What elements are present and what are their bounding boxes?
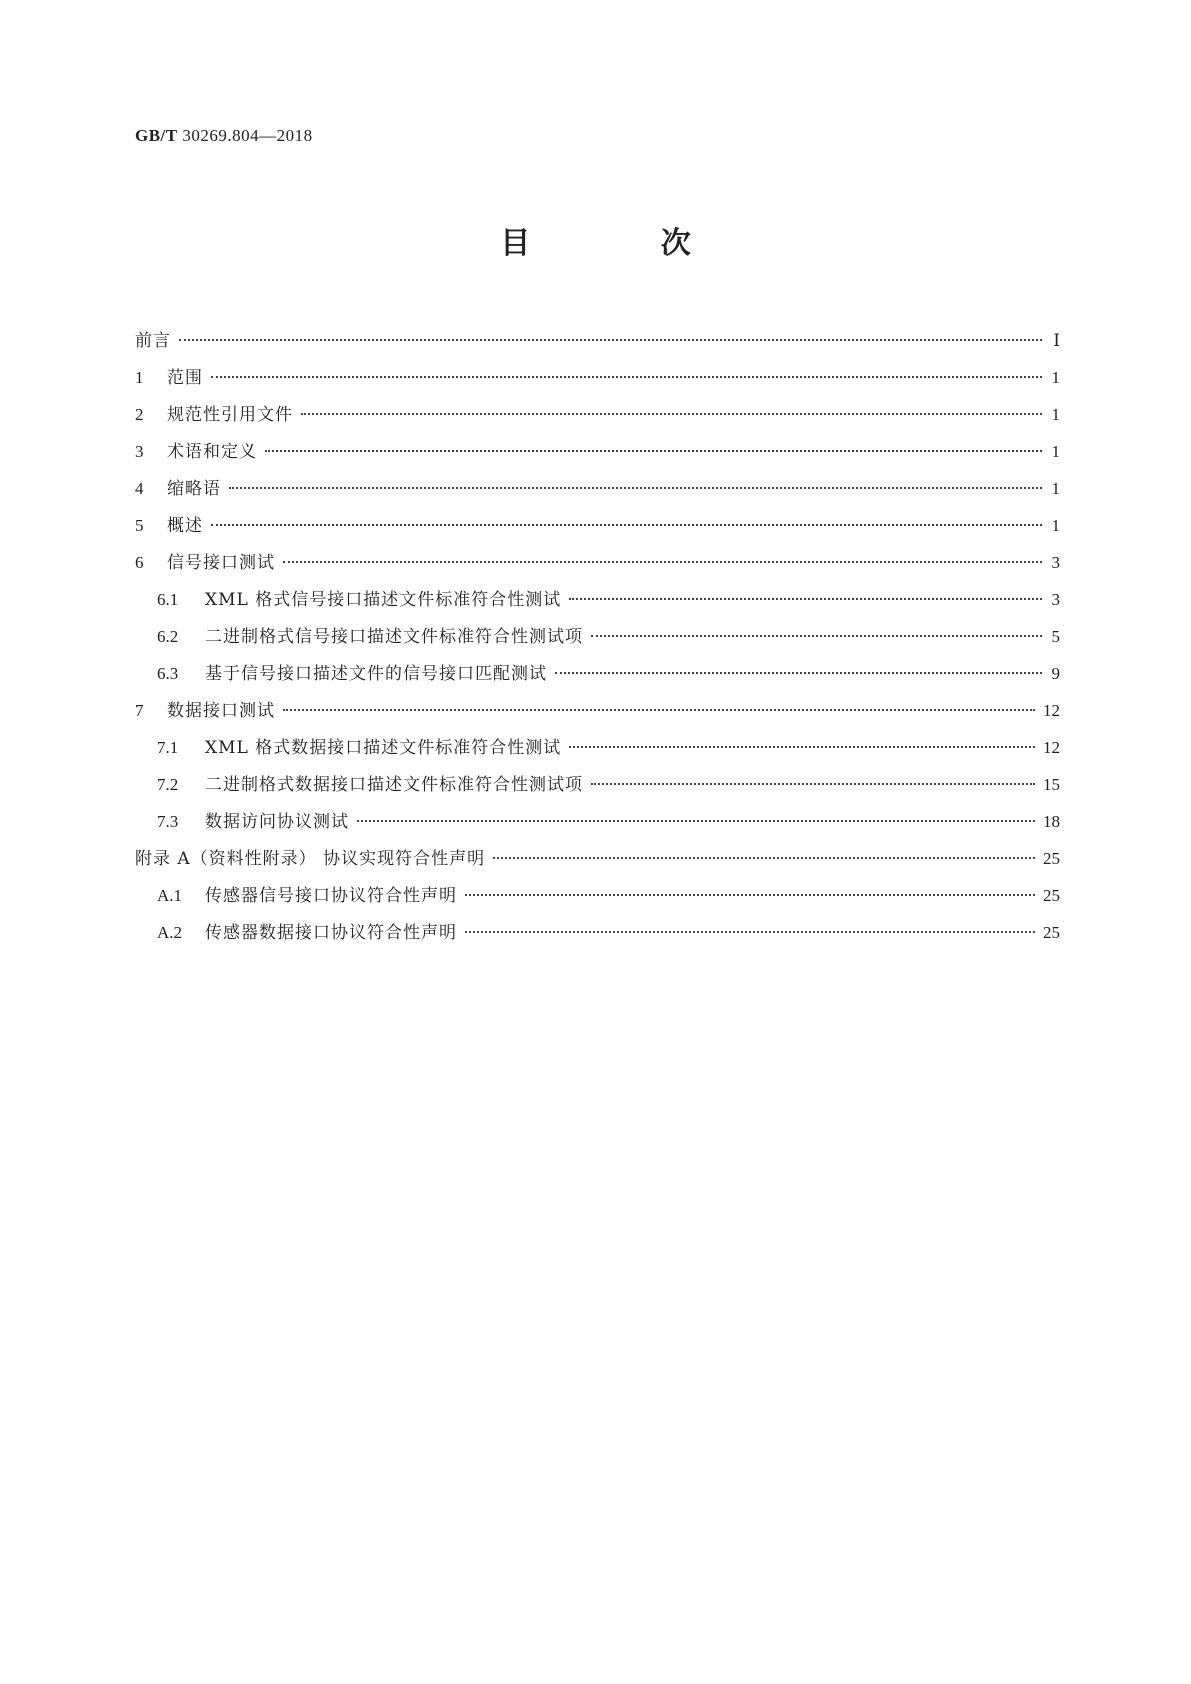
- document-code: [135, 126, 313, 146]
- toc-entry[interactable]: [135, 544, 1060, 581]
- toc-dot-leader: [555, 672, 1042, 674]
- toc-entry[interactable]: [135, 729, 1060, 766]
- toc-entry[interactable]: [135, 803, 1060, 840]
- toc-entry-number: 7.3: [157, 812, 179, 831]
- toc-entry-title: 数据访问协议测试: [205, 812, 349, 832]
- toc-dot-leader: [357, 820, 1035, 822]
- table-of-contents: [135, 322, 1060, 951]
- toc-entry-page: 15: [1043, 775, 1060, 794]
- toc-dot-leader: [211, 524, 1042, 526]
- toc-entry-title: 信号接口测试: [167, 553, 275, 573]
- toc-entry[interactable]: [135, 766, 1060, 803]
- toc-dot-leader: [211, 376, 1042, 378]
- toc-entry-number: 6.1: [157, 590, 179, 609]
- toc-entry-title: 前言: [135, 331, 171, 351]
- toc-entry-number: 6: [135, 553, 144, 572]
- toc-dot-leader: [569, 598, 1042, 600]
- toc-entry-title: 概述: [167, 516, 203, 536]
- toc-entry-page: 3: [1051, 590, 1060, 609]
- toc-entry-page: 1: [1051, 405, 1060, 424]
- toc-entry-page: 12: [1043, 701, 1060, 720]
- toc-entry-page: 25: [1043, 886, 1060, 905]
- toc-dot-leader: [569, 746, 1035, 748]
- toc-entry-number: 3: [135, 442, 144, 461]
- toc-entry-number: A.2: [157, 923, 183, 942]
- toc-entry-title: 传感器数据接口协议符合性声明: [205, 923, 457, 943]
- toc-entry-title: 数据接口测试: [167, 701, 275, 721]
- toc-entry-title: XML 格式数据接口描述文件标准符合性测试: [205, 738, 562, 758]
- toc-dot-leader: [465, 931, 1035, 933]
- toc-entry[interactable]: [135, 396, 1060, 433]
- toc-entry[interactable]: [135, 507, 1060, 544]
- toc-entry-title: 附录 A（资料性附录） 协议实现符合性声明: [135, 849, 486, 869]
- toc-entry-title: 二进制格式信号接口描述文件标准符合性测试项: [205, 627, 583, 647]
- toc-entry-page: 3: [1051, 553, 1060, 572]
- toc-entry-page: 12: [1043, 738, 1060, 757]
- toc-dot-leader: [465, 894, 1035, 896]
- document-code-prefix: GB/T: [135, 126, 178, 145]
- toc-entry-number: 4: [135, 479, 144, 498]
- toc-dot-leader: [283, 561, 1042, 563]
- toc-dot-leader: [301, 413, 1042, 415]
- toc-entry-page: Ⅰ: [1053, 331, 1060, 350]
- toc-dot-leader: [265, 450, 1042, 452]
- toc-entry-page: 1: [1051, 442, 1060, 461]
- toc-dot-leader: [591, 783, 1035, 785]
- toc-entry[interactable]: [135, 655, 1060, 692]
- toc-entry[interactable]: [135, 322, 1060, 359]
- toc-entry-number: 5: [135, 516, 144, 535]
- toc-entry-title: 基于信号接口描述文件的信号接口匹配测试: [205, 664, 547, 684]
- toc-entry-page: 18: [1043, 812, 1060, 831]
- toc-entry-title: 术语和定义: [167, 442, 257, 462]
- toc-entry[interactable]: [135, 581, 1060, 618]
- toc-entry[interactable]: [135, 877, 1060, 914]
- toc-entry[interactable]: [135, 359, 1060, 396]
- toc-entry[interactable]: [135, 433, 1060, 470]
- toc-dot-leader: [591, 635, 1042, 637]
- toc-entry[interactable]: [135, 618, 1060, 655]
- toc-entry-page: 1: [1051, 479, 1060, 498]
- toc-dot-leader: [179, 339, 1042, 341]
- toc-entry-number: 2: [135, 405, 144, 424]
- toc-entry-number: 7.1: [157, 738, 179, 757]
- toc-entry-page: 5: [1051, 627, 1060, 646]
- toc-entry-title: XML 格式信号接口描述文件标准符合性测试: [205, 590, 562, 610]
- toc-dot-leader: [493, 857, 1035, 859]
- toc-entry[interactable]: [135, 840, 1060, 877]
- toc-entry-title: 缩略语: [167, 479, 221, 499]
- toc-dot-leader: [229, 487, 1042, 489]
- toc-entry-number: 1: [135, 368, 144, 387]
- toc-entry-title: 范围: [167, 368, 203, 388]
- toc-entry-number: 6.3: [157, 664, 179, 683]
- toc-entry-page: 25: [1043, 923, 1060, 942]
- toc-entry-title: 传感器信号接口协议符合性声明: [205, 886, 457, 906]
- toc-entry-page: 9: [1051, 664, 1060, 683]
- document-code-number: 30269.804—2018: [182, 126, 313, 145]
- toc-entry-number: 7: [135, 701, 144, 720]
- toc-entry-page: 25: [1043, 849, 1060, 868]
- toc-entry-page: 1: [1051, 368, 1060, 387]
- toc-heading: 目 次: [500, 226, 751, 261]
- toc-entry-title: 规范性引用文件: [167, 405, 293, 425]
- toc-entry-page: 1: [1051, 516, 1060, 535]
- toc-entry-title: 二进制格式数据接口描述文件标准符合性测试项: [205, 775, 583, 795]
- toc-entry-number: A.1: [157, 886, 183, 905]
- toc-entry[interactable]: [135, 914, 1060, 951]
- toc-entry[interactable]: [135, 692, 1060, 729]
- toc-entry[interactable]: [135, 470, 1060, 507]
- toc-dot-leader: [283, 709, 1035, 711]
- toc-entry-number: 7.2: [157, 775, 179, 794]
- toc-entry-number: 6.2: [157, 627, 179, 646]
